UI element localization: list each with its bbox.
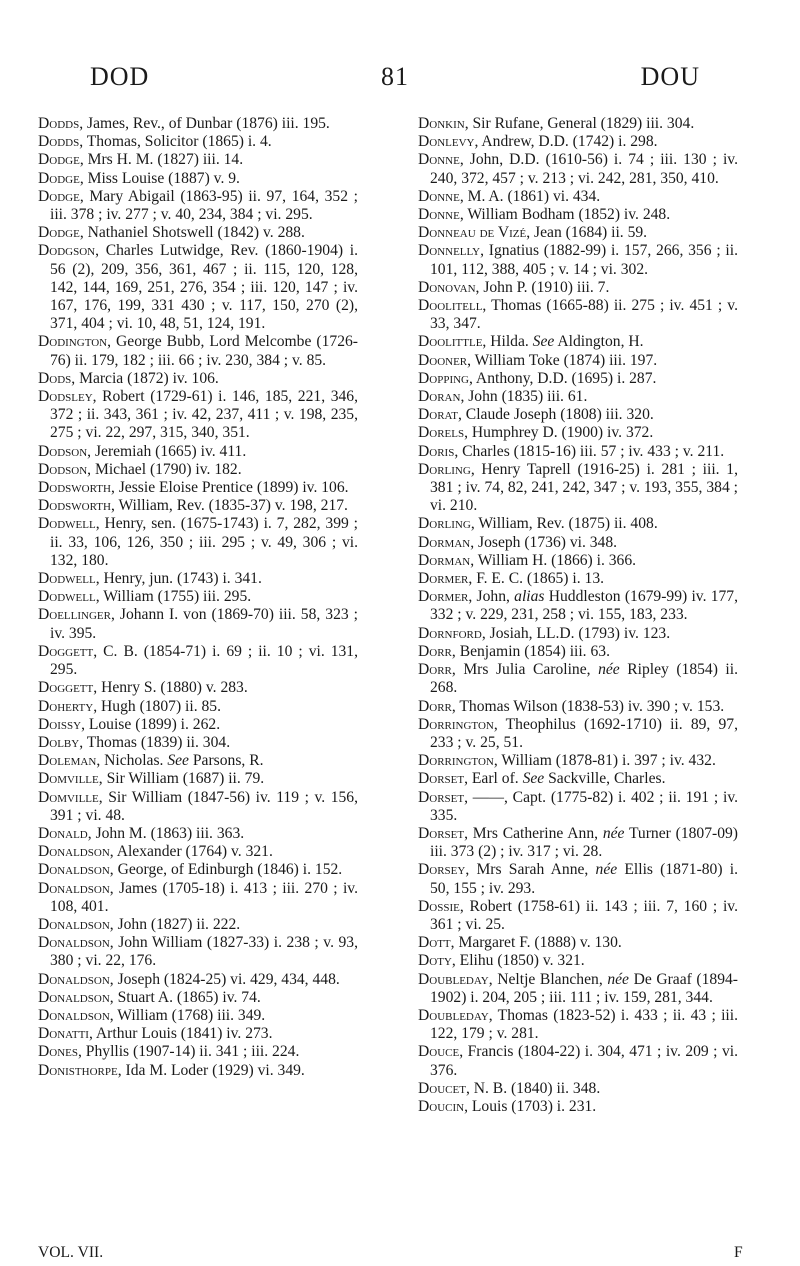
entry-text: , Alexander (1764) v. 321.	[109, 843, 273, 861]
index-entry	[418, 352, 738, 370]
entry-name: Dodge	[38, 169, 80, 187]
entry-text: , Humphrey D. (1900) iv. 372.	[464, 424, 654, 442]
entry-text: , Thomas (1665-88) ii. 275 ; iv. 451 ; v. 33, 347.	[430, 297, 738, 333]
index-entry	[38, 698, 358, 716]
entry-text-continued: Sackville, Charles.	[544, 770, 666, 788]
entry-name: Donisthorpe	[38, 1061, 118, 1079]
entry-text: , William Toke (1874) iii. 197.	[467, 351, 658, 369]
entry-text-continued: Ripley (1854) ii. 268.	[430, 661, 738, 697]
entry-text-continued: De Graaf (1894-1902) i. 204, 205 ; iii. 111 ; iv. 159, 281, 344.	[430, 970, 738, 1006]
index-entry	[38, 570, 358, 588]
index-entry	[38, 971, 358, 989]
entry-text: , Thomas (1823-52) i. 433 ; ii. 43 ; iii. 122, 179 ; v. 281.	[430, 1006, 738, 1043]
entry-name: Donneau de Vizé	[418, 224, 527, 242]
entry-text: , Theophilus (1692-1710) ii. 89, 97, 233 ; v. 25, 51.	[430, 715, 738, 751]
index-entry	[418, 825, 738, 861]
entry-text: , Ida M. Loder (1929) vi. 349.	[117, 1061, 305, 1079]
index-entry	[38, 789, 358, 825]
entry-name: Donald	[38, 824, 88, 842]
index-entry	[38, 734, 358, 752]
entry-text-continued: Parsons, R.	[188, 752, 264, 770]
entry-text: , Thomas (1839) ii. 304.	[79, 733, 231, 751]
entry-name: Dott	[418, 934, 451, 952]
index-entry	[418, 388, 738, 406]
index-entry	[418, 752, 738, 770]
entry-name: Dodington	[38, 333, 108, 351]
entry-cross-reference: See	[522, 770, 545, 788]
index-entry	[38, 916, 358, 934]
entry-text: , Mrs H. M. (1827) iii. 14.	[79, 151, 244, 169]
entry-name: Dorset	[418, 824, 465, 842]
entry-text: , Louis (1703) i. 231.	[464, 1097, 597, 1115]
index-entry	[418, 934, 738, 952]
index-entry	[418, 188, 738, 206]
entry-text: , Elihu (1850) v. 321.	[451, 952, 585, 970]
index-entry	[418, 698, 738, 716]
entry-text: , Mary Abigail (1863-95) ii. 97, 164, 352 ; iii. 378 ; iv. 277 ; v. 40, 234, 384 ; vi. 295.	[50, 187, 358, 224]
entry-text: , C. B. (1854-71) i. 69 ; ii. 10 ; vi. 131, 295.	[50, 642, 358, 679]
entry-name: Donne	[418, 187, 460, 205]
entry-text: , Henry, jun. (1743) i. 341.	[95, 570, 262, 588]
entry-text: , Henry Taprell (1916-25) i. 281 ; iii. 1, 381 ; iv. 74, 82, 241, 242, 347 ; v. 193, 355, 384 ; vi. 210.	[430, 460, 738, 515]
entry-text: , Jessie Eloise Prentice (1899) iv. 106.	[110, 479, 349, 497]
entry-name: Dorset	[418, 788, 465, 806]
index-entry	[38, 188, 358, 224]
entry-name: Dodds	[38, 115, 80, 132]
index-entry	[418, 789, 738, 825]
entry-name: Dorr	[418, 697, 452, 715]
entry-name: Donaldson	[38, 915, 110, 933]
entry-text: , Claude Joseph (1808) iii. 320.	[458, 406, 654, 424]
entry-text: , Johann I. von (1869-70) iii. 58, 323 ; iv. 395.	[50, 606, 358, 642]
entry-text: , George, of Edinburgh (1846) i. 152.	[109, 861, 343, 879]
entry-text: , Robert (1729-61) i. 146, 185, 221, 346, 372 ; ii. 343, 361 ; iv. 42, 237, 411 ; v. 198, 235, 275 ; vi. 22, 297, 315, 340, 351.	[50, 388, 358, 442]
left-column	[38, 115, 358, 1080]
entry-text: , John,	[468, 588, 515, 606]
entry-name: Dodsley	[38, 388, 93, 406]
entry-name: Dodge	[38, 224, 80, 242]
index-entry	[418, 115, 738, 133]
entry-text: , John (1827) ii. 222.	[109, 915, 241, 933]
entry-name: Donnelly	[418, 242, 481, 260]
entry-name: Dormer	[418, 570, 469, 588]
index-entry	[418, 716, 738, 752]
entry-text: , William, Rev. (1875) ii. 408.	[470, 515, 658, 533]
entry-name: Dorr	[418, 661, 452, 679]
index-entry	[418, 1007, 738, 1043]
entry-name: Dodwell	[38, 588, 96, 606]
index-entry	[38, 170, 358, 188]
entry-text: , Andrew, D.D. (1742) i. 298.	[474, 133, 658, 151]
entry-text: , Hilda.	[482, 333, 533, 351]
index-entry	[418, 224, 738, 242]
entry-text: , James, Rev., of Dunbar (1876) iii. 195.	[79, 115, 330, 132]
index-entry	[38, 515, 358, 570]
entry-text: , John P. (1910) iii. 7.	[475, 278, 610, 296]
entry-name: Donne	[418, 206, 460, 224]
entry-name: Dorset	[418, 770, 465, 788]
entry-text: , Sir Rufane, General (1829) iii. 304.	[464, 115, 695, 132]
entry-name: Donaldson	[38, 843, 110, 861]
gathering-signature: F	[734, 1244, 743, 1261]
entry-text: , Marcia (1872) iv. 106.	[71, 369, 219, 387]
entry-text: , N. B. (1840) ii. 348.	[465, 1079, 601, 1097]
index-entry	[38, 861, 358, 879]
entry-text: , John M. (1863) iii. 363.	[87, 824, 245, 842]
entry-name: Dodsworth	[38, 497, 111, 515]
entry-text: , John, D.D. (1610-56) i. 74 ; iii. 130 ; iv. 240, 372, 457 ; v. 213 ; vi. 242, 281, 350, 410.	[430, 151, 738, 187]
index-entry	[38, 716, 358, 734]
index-entry	[418, 206, 738, 224]
entry-cross-reference: alias	[514, 588, 545, 606]
entry-text: , Stuart A. (1865) iv. 74.	[109, 988, 261, 1006]
entry-text: , William Bodham (1852) iv. 248.	[459, 206, 671, 224]
index-entry	[418, 133, 738, 151]
entry-text: , John William (1827-33) i. 238 ; v. 93, 380 ; vi. 22, 176.	[50, 934, 358, 970]
header-left-guide-word: DOD	[90, 62, 150, 91]
page-header	[90, 62, 700, 102]
entry-text: , M. A. (1861) vi. 434.	[459, 187, 601, 205]
index-entry	[418, 861, 738, 897]
entry-text: , Neltje Blanchen,	[488, 970, 608, 988]
entry-name: Donaldson	[38, 1006, 110, 1024]
index-entry	[418, 333, 738, 351]
index-entry	[38, 333, 358, 369]
entry-name: Donaldson	[38, 879, 110, 897]
entry-name: Doellinger	[38, 606, 111, 624]
entry-name: Dods	[38, 369, 72, 387]
entry-name: Dorling	[418, 460, 471, 478]
entry-name: Dolby	[38, 733, 80, 751]
entry-cross-reference: See	[167, 752, 189, 770]
entry-text: , Joseph (1824-25) vi. 429, 434, 448.	[109, 970, 340, 988]
page-number: 81	[381, 62, 409, 91]
entry-text: , Mrs Catherine Ann,	[464, 824, 603, 842]
index-entry	[38, 588, 358, 606]
index-entry	[418, 952, 738, 970]
index-entry	[418, 643, 738, 661]
entry-name: Dones	[38, 1043, 78, 1061]
entry-text: , William (1755) iii. 295.	[95, 588, 252, 606]
entry-name: Donaldson	[38, 970, 110, 988]
index-entry	[38, 242, 358, 333]
index-entry	[38, 388, 358, 443]
index-entry	[38, 443, 358, 461]
entry-name: Dossie	[418, 897, 460, 915]
entry-text: , F. E. C. (1865) i. 13.	[468, 570, 605, 588]
index-entry	[418, 1098, 738, 1116]
entry-name: Dodgson	[38, 242, 96, 260]
index-entry	[418, 770, 738, 788]
entry-name: Dodds	[38, 133, 80, 151]
index-entry	[38, 1062, 358, 1080]
entry-text: , Nicholas.	[96, 752, 168, 770]
index-entry	[418, 588, 738, 624]
entry-name: Dormer	[418, 588, 469, 606]
index-entry	[418, 898, 738, 934]
index-entry	[38, 133, 358, 151]
entry-text: , ——, Capt. (1775-82) i. 402 ; ii. 191 ; iv. 335.	[430, 788, 738, 824]
entry-name: Dorrington	[418, 715, 494, 733]
entry-text: , John (1835) iii. 61.	[460, 388, 588, 406]
entry-name: Domville	[38, 788, 99, 806]
entry-name: Dorsey	[418, 861, 466, 879]
index-entry	[418, 279, 738, 297]
entry-name: Doran	[418, 388, 461, 406]
index-entry	[418, 552, 738, 570]
index-entry	[38, 1007, 358, 1025]
index-entry	[38, 479, 358, 497]
index-entry	[418, 443, 738, 461]
index-entry	[38, 1043, 358, 1061]
entry-name: Dooner	[418, 351, 468, 369]
entry-text: , Robert (1758-61) ii. 143 ; iii. 7, 160 ; iv. 361 ; vi. 25.	[430, 897, 738, 933]
index-entry	[38, 461, 358, 479]
index-entry	[418, 515, 738, 533]
entry-cross-reference: née	[602, 824, 625, 842]
entry-name: Dorr	[418, 642, 452, 660]
entry-name: Dodson	[38, 460, 88, 478]
entry-text: , Hugh (1807) ii. 85.	[93, 697, 221, 715]
entry-text: , Louise (1899) i. 262.	[81, 715, 221, 733]
index-entry	[38, 989, 358, 1007]
index-entry	[38, 770, 358, 788]
entry-text: , Charles Lutwidge, Rev. (1860-1904) i. 56 (2), 209, 356, 361, 467 ; ii. 115, 120, 128, 142, 144, 169, 251, 276, 354 ; iii. 120, 147 ; iv. 167, 176, 199, 331 430 ; v. 117, 150, 270 (2), 371, 404 ; vi. 10, 48, 51, 124, 191.	[50, 242, 358, 333]
index-entry	[38, 370, 358, 388]
index-entry	[38, 115, 358, 133]
entry-text: , James (1705-18) i. 413 ; iii. 270 ; iv. 108, 401.	[50, 879, 358, 915]
index-entry	[418, 151, 738, 187]
entry-name: Dodsworth	[38, 479, 111, 497]
index-entry	[418, 1080, 738, 1098]
entry-text: , Ignatius (1882-99) i. 157, 266, 356 ; ii. 101, 112, 388, 405 ; v. 14 ; vi. 302.	[430, 242, 738, 278]
index-entry	[418, 461, 738, 516]
index-entry	[418, 424, 738, 442]
entry-text: , Josiah, LL.D. (1793) iv. 123.	[481, 624, 671, 642]
index-entry	[418, 370, 738, 388]
entry-name: Douce	[418, 1043, 460, 1061]
right-column	[418, 115, 738, 1116]
entry-text: , Miss Louise (1887) v. 9.	[79, 169, 240, 187]
entry-text: , Benjamin (1854) iii. 63.	[451, 642, 610, 660]
entry-name: Doty	[418, 952, 452, 970]
entry-text: , Henry S. (1880) v. 283.	[93, 679, 248, 697]
entry-text: , Joseph (1736) vi. 348.	[470, 533, 618, 551]
entry-text-continued: Aldington, H.	[554, 333, 644, 351]
entry-text: , Sir William (1847-56) iv. 119 ; v. 156, 391 ; vi. 48.	[50, 788, 358, 824]
entry-name: Doggett	[38, 642, 94, 660]
entry-text: , Francis (1804-22) i. 304, 471 ; iv. 209 ; vi. 376.	[430, 1043, 738, 1079]
index-entry	[38, 825, 358, 843]
index-entry	[418, 406, 738, 424]
index-entry	[418, 242, 738, 278]
entry-text: , Thomas Wilson (1838-53) iv. 390 ; v. 153.	[451, 697, 725, 715]
entry-name: Doissy	[38, 715, 82, 733]
entry-name: Donaldson	[38, 861, 110, 879]
entry-name: Dodge	[38, 151, 80, 169]
index-entry	[418, 625, 738, 643]
entry-name: Dornford	[418, 624, 482, 642]
entry-name: Domville	[38, 770, 99, 788]
entry-text: , Jean (1684) ii. 59.	[526, 224, 648, 242]
index-entry	[418, 661, 738, 697]
volume-signature: VOL. VII.	[38, 1244, 104, 1261]
entry-name: Dopping	[418, 369, 469, 387]
entry-text: , Margaret F. (1888) v. 130.	[450, 934, 622, 952]
entry-name: Dodge	[38, 187, 80, 205]
index-entry	[38, 679, 358, 697]
entry-name: Dorrington	[418, 752, 494, 770]
index-entry	[38, 1025, 358, 1043]
entry-name: Donlevy	[418, 133, 475, 151]
index-entry	[418, 971, 738, 1007]
index-entry	[418, 534, 738, 552]
entry-text: , Michael (1790) iv. 182.	[87, 460, 242, 478]
entry-name: Dorat	[418, 406, 458, 424]
entry-name: Doucin	[418, 1097, 465, 1115]
entry-name: Donatti	[38, 1025, 89, 1043]
index-entry	[38, 934, 358, 970]
entry-text: , Henry, sen. (1675-1743) i. 7, 282, 399 ; ii. 33, 106, 126, 350 ; iii. 295 ; v. 49, 306 ; vi. 132, 180.	[50, 515, 358, 569]
entry-cross-reference: née	[595, 861, 618, 879]
entry-name: Doherty	[38, 697, 94, 715]
entry-text: , William (1768) iii. 349.	[109, 1006, 266, 1024]
entry-name: Doleman	[38, 752, 97, 770]
entry-name: Dorman	[418, 533, 471, 551]
entry-name: Dodson	[38, 442, 88, 460]
entry-text: , Arthur Louis (1841) iv. 273.	[88, 1025, 273, 1043]
entry-text-continued: Ellis (1871-80) i. 50, 155 ; iv. 293.	[430, 861, 738, 897]
index-entry	[38, 643, 358, 679]
entry-text: , George Bubb, Lord Melcombe (1726-76) ii. 179, 182 ; iii. 66 ; iv. 230, 384 ; v. 85.	[50, 333, 358, 369]
index-entry	[418, 1043, 738, 1079]
entry-name: Donaldson	[38, 988, 110, 1006]
entry-text: , William H. (1866) i. 366.	[470, 551, 637, 569]
header-right-guide-word: DOU	[640, 62, 700, 91]
entry-name: Doolitell	[418, 297, 483, 315]
entry-text: , Sir William (1687) ii. 79.	[98, 770, 265, 788]
entry-name: Doucet	[418, 1079, 466, 1097]
entry-text-continued: Turner (1807-09) iii. 373 (2) ; iv. 317 ; vi. 28.	[430, 824, 738, 861]
entry-text: , Earl of.	[464, 770, 523, 788]
entry-name: Doubleday	[418, 1006, 489, 1024]
entry-name: Dorels	[418, 424, 465, 442]
entry-text: , Nathaniel Shotswell (1842) v. 288.	[79, 224, 305, 242]
entry-name: Doggett	[38, 679, 94, 697]
entry-name: Donaldson	[38, 934, 110, 952]
entry-name: Donovan	[418, 278, 476, 296]
entry-text: , Mrs Julia Caroline,	[451, 661, 599, 679]
entry-name: Dorling	[418, 515, 471, 533]
entry-name: Doubleday	[418, 970, 489, 988]
entry-name: Donkin	[418, 115, 465, 132]
index-entry	[38, 843, 358, 861]
entry-name: Dodwell	[38, 515, 96, 533]
entry-cross-reference: née	[598, 661, 620, 679]
index-entry	[38, 151, 358, 169]
entry-cross-reference: See	[532, 333, 555, 351]
index-entry	[38, 224, 358, 242]
entry-name: Doris	[418, 442, 455, 460]
index-entry	[418, 570, 738, 588]
entry-text: , William, Rev. (1835-37) v. 198, 217.	[110, 497, 348, 515]
entry-text: , Phyllis (1907-14) ii. 341 ; iii. 224.	[78, 1043, 300, 1061]
entry-name: Doolittle	[418, 333, 483, 351]
entry-text: , William (1878-81) i. 397 ; iv. 432.	[493, 752, 716, 770]
entry-text: , Mrs Sarah Anne,	[465, 861, 596, 879]
entry-text-continued: Huddleston (1679-99) iv. 177, 332 ; v. 229, 231, 258 ; vi. 155, 183, 233.	[430, 588, 738, 624]
entry-name: Donne	[418, 151, 460, 169]
entry-text: , Anthony, D.D. (1695) i. 287.	[469, 369, 657, 387]
entry-text: , Jeremiah (1665) iv. 411.	[87, 442, 247, 460]
index-entry	[38, 880, 358, 916]
index-entry	[38, 497, 358, 515]
entry-name: Dodwell	[38, 570, 96, 588]
entry-cross-reference: née	[607, 970, 629, 988]
entry-text: , Charles (1815-16) iii. 57 ; iv. 433 ; v. 211.	[454, 442, 725, 460]
entry-name: Dorman	[418, 551, 471, 569]
index-entry	[38, 752, 358, 770]
index-entry	[38, 606, 358, 642]
index-entry	[418, 297, 738, 333]
entry-text: , Thomas, Solicitor (1865) i. 4.	[79, 133, 272, 151]
